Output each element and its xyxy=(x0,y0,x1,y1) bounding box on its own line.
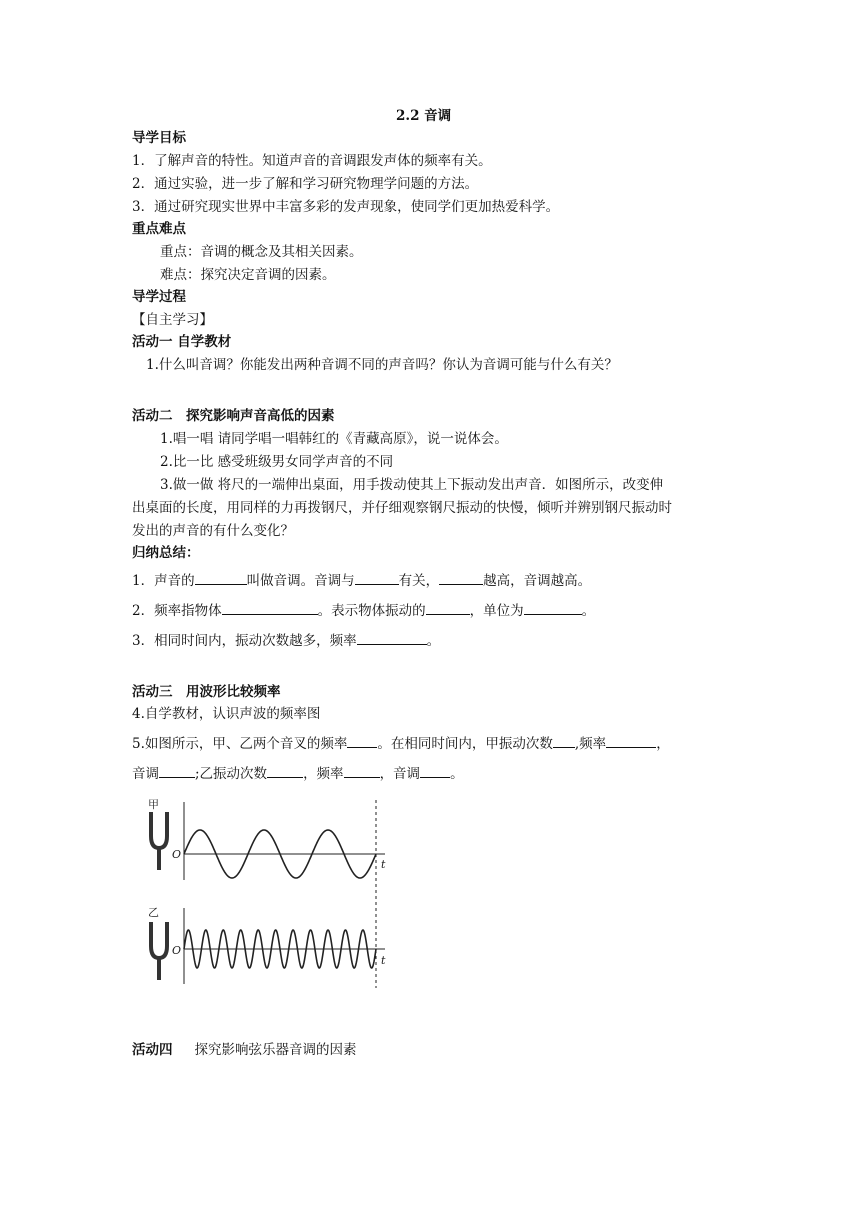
tuning-fork-yi-icon xyxy=(151,922,167,980)
process-heading: 导学过程 xyxy=(132,289,186,305)
fill-blank[interactable] xyxy=(606,733,656,748)
self-study-section: 【自主学习】 xyxy=(132,312,213,328)
fill-blank[interactable] xyxy=(222,600,318,615)
fill-blank[interactable] xyxy=(420,763,450,778)
tuning-fork-waveform-figure xyxy=(140,796,392,996)
summary-2-text-c: ，单位为 xyxy=(469,603,524,619)
summary-1-text-c: 有关， xyxy=(398,573,440,589)
summary-3-text-b: 。 xyxy=(426,633,441,649)
goals-heading: 导学目标 xyxy=(132,130,186,146)
fill-blank[interactable] xyxy=(267,763,303,778)
page-title: 2.2 音调 xyxy=(396,108,452,124)
summary-line-1 xyxy=(132,570,591,591)
summary-2-text-a: 2．频率指物体 xyxy=(132,603,222,619)
item5-text-h: ，音调 xyxy=(379,766,421,782)
item5-text-i: 。 xyxy=(450,766,464,782)
activity4-line xyxy=(132,1040,357,1060)
fill-blank[interactable] xyxy=(426,600,470,615)
fill-blank[interactable] xyxy=(347,733,377,748)
summary-line-3 xyxy=(132,630,440,651)
activity1-heading: 活动一 自学教材 xyxy=(132,334,232,350)
activity3-item-5-line-2 xyxy=(132,763,464,784)
fill-blank[interactable] xyxy=(439,570,483,585)
item5-text-a: 5.如图所示，甲、乙两个音叉的频率 xyxy=(132,736,348,752)
label-yi: 乙 xyxy=(148,906,159,919)
fill-blank[interactable] xyxy=(159,763,195,778)
item5-text-e: 音调 xyxy=(132,766,159,782)
fill-blank[interactable] xyxy=(524,600,582,615)
fill-blank[interactable] xyxy=(553,733,575,748)
summary-3-text-a: 3．相同时间内，振动次数越多，频率 xyxy=(132,633,357,649)
summary-heading: 归纳总结： xyxy=(132,545,200,561)
fill-blank[interactable] xyxy=(355,570,399,585)
item5-text-f: ;乙振动次数 xyxy=(195,766,268,782)
activity3-item-4: 4.自学教材，认识声波的频率图 xyxy=(132,706,321,722)
goal-item-3: 3．通过研究现实世界中丰富多彩的发声现象，使同学们更加热爱科学。 xyxy=(132,199,560,215)
activity2-item-1: 1.唱一唱 请同学唱一唱韩红的《青藏高原》，说一说体会。 xyxy=(160,431,508,447)
fill-blank[interactable] xyxy=(344,763,380,778)
key-points-heading: 重点难点 xyxy=(132,221,186,237)
activity2-item-3-line-1: 3.做一做 将尺的一端伸出桌面，用手拨动使其上下振动发出声音．如图所示，改变伸 xyxy=(160,477,664,493)
summary-1-text-b: 叫做音调。音调与 xyxy=(246,573,355,589)
difficulty-point: 难点：探究决定音调的因素。 xyxy=(160,267,336,283)
activity1-question: 1.什么叫音调？你能发出两种音调不同的声音吗？你认为音调可能与什么有关？ xyxy=(146,357,618,373)
activity2-heading: 活动二 探究影响声音高低的因素 xyxy=(132,408,335,424)
activity2-item-3-line-2: 出桌面的长度，用同样的力再拨钢尺，并仔细观察钢尺振动的快慢，倾听并辨别钢尺振动时 xyxy=(132,500,672,516)
item5-text-b: 。在相同时间内，甲振动次数 xyxy=(377,736,553,752)
item5-text-g: ，频率 xyxy=(303,766,344,782)
item5-text-d: ， xyxy=(656,736,670,752)
activity3-item-5-line-1 xyxy=(132,733,670,754)
label-jia: 甲 xyxy=(148,798,159,811)
focus-point: 重点：音调的概念及其相关因素。 xyxy=(160,244,363,260)
fill-blank[interactable] xyxy=(357,630,427,645)
waveform-svg xyxy=(140,796,392,992)
activity3-heading: 活动三 用波形比较频率 xyxy=(132,684,281,700)
activity2-item-2: 2.比一比 感受班级男女同学声音的不同 xyxy=(160,454,394,470)
tuning-fork-jia-icon xyxy=(151,812,167,870)
summary-1-text-d: 越高，音调越高。 xyxy=(483,573,592,589)
item5-text-c: ,频率 xyxy=(574,736,607,752)
summary-2-text-d: 。 xyxy=(581,603,596,619)
fill-blank[interactable] xyxy=(195,570,247,585)
summary-1-text-a: 1．声音的 xyxy=(132,573,195,589)
activity4-text: 探究影响弦乐器音调的因素 xyxy=(194,1042,357,1058)
activity4-heading: 活动四 xyxy=(132,1042,173,1058)
time-label-yi: t xyxy=(381,954,386,967)
summary-2-text-b: 。表示物体振动的 xyxy=(317,603,426,619)
origin-yi: O xyxy=(172,944,182,957)
summary-line-2 xyxy=(132,600,595,621)
goal-item-1: 1．了解声音的特性。知道声音的音调跟发声体的频率有关。 xyxy=(132,153,492,169)
time-label-jia: t xyxy=(381,858,386,871)
goal-item-2: 2．通过实验，进一步了解和学习研究物理学问题的方法。 xyxy=(132,176,479,192)
activity2-item-3-line-3: 发出的声音的有什么变化？ xyxy=(132,523,294,539)
origin-jia: O xyxy=(172,848,182,861)
